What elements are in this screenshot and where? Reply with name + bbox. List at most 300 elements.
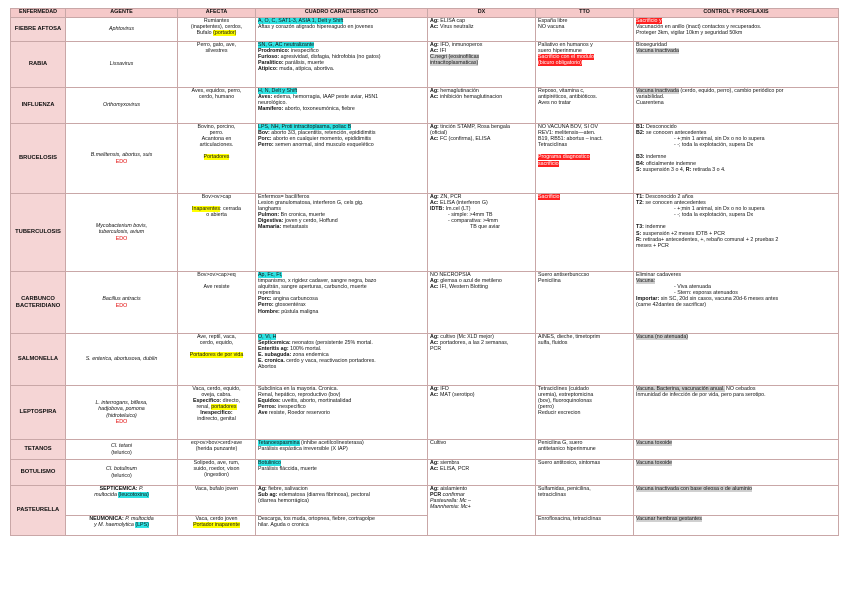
edo-badge: EDO [115, 158, 128, 165]
afecta-line: suido, roedor, vison [193, 466, 240, 473]
dx-val: ELISA cap [438, 18, 466, 24]
cuadro-key: Paralítico: [258, 60, 284, 67]
tto-line: Sulfamidas, penicilina, [538, 486, 591, 492]
cuadro-key: Perro: [258, 142, 274, 149]
tto-line: Reposo, vitamina c, [538, 88, 585, 94]
control-val: oficialmente indemne [644, 160, 697, 167]
tto-line: Enrofloxacina, tetraciclinas [538, 516, 602, 522]
agent-name: L. interrogans, biflexa, [95, 400, 148, 407]
afecta-line: eq>ov>bov>cerd>ave [190, 440, 243, 446]
dx-val: IFI, Western Blotting [438, 284, 488, 291]
agent-cell [66, 334, 178, 386]
disease-name-line: BACTERIDIANO [15, 302, 61, 309]
cuadro-key: Equidos: [258, 398, 281, 405]
control-text: NO cebados [724, 386, 756, 392]
row-tuberculosis [11, 194, 839, 272]
afecta-cell [178, 18, 256, 42]
control-val: indemne [644, 154, 667, 161]
afecta-line: Rumiantes [203, 18, 230, 24]
row-leptospira [11, 386, 839, 440]
highlight-text: Vacuna inactivada [636, 88, 679, 94]
afecta-line: Bov>ov>cap>eq [197, 272, 236, 278]
cuadro-key: Prodromico: [258, 48, 290, 55]
dx-val: MAT (serotipo) [438, 392, 475, 399]
cuadro-val: muda, atípica, abortiva. [277, 66, 335, 73]
cuadro-val: pústula maligna [279, 308, 319, 315]
highlight-text: (LPS) [135, 522, 149, 529]
cuadro-val: aborto en cualquier momento, epididimitis [271, 136, 372, 143]
control-line: (carne 42dantes de sacrificar) [636, 302, 707, 309]
control-key: S: [636, 230, 642, 237]
agent-name: P. [137, 486, 144, 492]
tto-line: antipiréticos, antibióticos. [538, 94, 598, 101]
control-line: Inmunidad de infección de por vida, pero para serotipo. [636, 392, 766, 399]
afecta-cell [178, 386, 256, 440]
tto-line: antitetanico hiperinmune [538, 446, 596, 453]
disease-name: BOTULISMO [11, 460, 66, 486]
cuadro-val: neurológico. [258, 100, 287, 107]
header-enfermedad: ENFERMEDAD [11, 9, 66, 18]
cuadro-val: uveitis, aborto, mortinatalidad [280, 398, 352, 405]
cuadro-val: resiste, Roedor reservorio [267, 410, 330, 417]
cuadro-val: fiebre, salivacion [266, 486, 308, 492]
edo-badge: EDO [115, 418, 128, 425]
cuadro-cell [256, 460, 428, 486]
highlight-text: Portadores [203, 154, 230, 161]
highlight-text: Vacuna toxoide [636, 460, 673, 466]
afecta-line: oveja, cabra. [201, 392, 232, 399]
cuadro-val: edema, hemorragia, IAAP peste aviar, H5N1 [272, 94, 379, 101]
tto-cell [536, 386, 634, 440]
disease-table [10, 8, 839, 536]
dx-key: Ag: [430, 88, 439, 94]
cuadro-key: Porc: [258, 296, 272, 303]
control-key: T3: [636, 224, 644, 231]
dx-key: Ag: [430, 486, 439, 492]
cuadro-val: semen anormal, sind musculo esquelético [273, 142, 374, 149]
cuadro-val: Renal, hepático, reproductivo (bov) [258, 392, 341, 399]
dx-val: PCR [430, 346, 442, 353]
control-cell [634, 486, 839, 516]
cuadro-line: Parálisis espástica irreversible (X IAP) [258, 446, 348, 453]
highlight-text: (leucotoxina) [118, 492, 149, 499]
afecta-cell [178, 272, 256, 334]
afecta-line: (inapetentes), cerdos, [190, 24, 243, 31]
control-key: B3: [636, 154, 645, 161]
edo-badge: EDO [115, 235, 128, 242]
dx-key: Ac: [430, 284, 439, 291]
afecta-cell [178, 88, 256, 124]
tto-line: Reducir excrecion [538, 410, 581, 417]
highlight-text: Inaparentes [192, 206, 221, 213]
dx-key: Ag: [430, 460, 439, 466]
control-subline: - Stern: esporas atenuados [674, 290, 738, 297]
agent-cell [66, 486, 178, 516]
cuadro-val: repentina [258, 290, 281, 297]
cuadro-val: neonatos (persistente 25% mortal. [290, 340, 373, 347]
cuadro-val: agresividad, disfagia, hidrofobia (no gatos) [279, 54, 381, 61]
cuadro-key: Atípico: [258, 66, 278, 73]
control-val: se conocen antecedentes [644, 130, 707, 137]
tto-line: AINES, dieche, timetoprim [538, 334, 601, 340]
afecta-line: Aves, equidos, perro, [191, 88, 242, 94]
highlight-text: sacrificio [538, 160, 559, 167]
cuadro-val: cerdo y vaca, reactivacion portadores. [284, 358, 376, 365]
dx-val: tinción STAMP, Rosa bengala [438, 124, 510, 130]
control-line: variabilidad. [636, 94, 665, 101]
control-key: B2: [636, 130, 645, 137]
cuadro-key: Perro: [258, 302, 274, 309]
agent-name: P. multocida [123, 516, 154, 522]
afecta-line: Vaca, cerdo joven [195, 516, 238, 522]
agent-cell [66, 42, 178, 88]
afecta-line: indirecto, genital [197, 416, 236, 423]
control-subline: - +;min 1 animal, sin Dx o no lo supera [674, 136, 765, 143]
control-line: Proteger 3km, vigilar 10km y seguridad 50km [636, 30, 743, 37]
control-subline: - -; toda la explotación, supera Dx [674, 142, 754, 149]
control-key: S: [636, 166, 642, 173]
tto-cell [536, 334, 634, 386]
dx-val: IFI [438, 48, 447, 55]
header-agente: AGENTE [66, 9, 178, 18]
row-influenza [11, 88, 839, 124]
control-subline: - Viva atenuada [674, 284, 712, 291]
tto-cell [536, 516, 634, 536]
dx-subline: TB que aviar [470, 224, 501, 231]
afecta-line: Vaca, cerdo, equido, [192, 386, 241, 392]
agent-name: (hidroteluico) [106, 412, 137, 419]
tto-line: uremia), estreptomicina [538, 392, 594, 399]
row-brucelosis [11, 124, 839, 194]
control-line: Vacunación en anillo (inact) contactos y recuperados. [636, 24, 762, 31]
dx-key: Ac: [430, 466, 439, 473]
cuadro-val: 100% mortal. [288, 346, 322, 353]
dx-key: Ac: [430, 94, 439, 101]
highlight-text: Vacuna. Bacterina, vacunación anual. [636, 386, 725, 392]
control-subline: - +;min 1 animal, sin Dx o no lo supera [674, 206, 765, 213]
control-val: suspensión +2 meses IDTB + PCR [641, 230, 725, 237]
cuadro-line: Aftas y corazón atigrado hipereagudo en jovenes [258, 24, 374, 31]
agent-cell [66, 460, 178, 486]
cuadro-key: Sub ag: [258, 492, 278, 499]
row-botulismo [11, 460, 839, 486]
tto-line: Penicilina [538, 278, 561, 285]
afecta-line: Vaca, bufalo joven [194, 486, 239, 492]
cuadro-cell [256, 440, 428, 460]
control-val: se conocen antecedentes [643, 200, 706, 207]
cuadro-val: metastasis [281, 224, 309, 231]
highlight-text: Vacuna: [636, 278, 656, 285]
cuadro-val: aborto, toxoneumónica, fiebre [283, 106, 355, 113]
control-line: Cuarentena [636, 100, 664, 107]
highlight-text: O, Vi, H [258, 334, 277, 340]
dx-key: Ac: [430, 340, 439, 347]
afecta-cell [178, 460, 256, 486]
dx-val: portadores, a las 2 semanas, [438, 340, 509, 347]
afecta-line [180, 30, 253, 36]
cuadro-val: angina carbuncosa [271, 296, 318, 303]
cuadro-val: timpanismo, x rigidez cadaver, sangre negra, bazo [258, 278, 377, 285]
dx-key: Ag: [430, 278, 439, 285]
highlight-text: Portador inaparente [193, 522, 240, 529]
cuadro-val: aborto 3/3, placentitis, retención, epididimitis [269, 130, 376, 137]
tto-line: (perro) [538, 404, 554, 411]
dx-key: Ag: [430, 124, 439, 130]
dx-cell [428, 124, 536, 194]
agent-note: (telurico) [111, 472, 132, 479]
afecta-line: cerdo, humano [198, 94, 235, 101]
dx-key: Ag: [430, 42, 439, 48]
afecta-cell [178, 194, 256, 272]
disease-name: LEPTOSPIRA [11, 386, 66, 440]
dx-cell [428, 486, 536, 536]
dx-val: ELISA (interferon G) [438, 200, 488, 207]
highlight-text: Vacuna inactivada [636, 48, 679, 55]
afecta-cell [178, 440, 256, 460]
control-val: Desconocido [644, 124, 677, 130]
cuadro-key: Bov: [258, 130, 270, 137]
cuadro-key: Pulmon: [258, 212, 280, 219]
cuadro-val: (diarrea hemorrágica) [258, 498, 309, 505]
cuadro-key: Mamífero: [258, 106, 284, 113]
dx-key: Ag: [430, 386, 439, 392]
edo-badge: EDO [115, 302, 128, 309]
tto-line: Aves no tratar [538, 100, 571, 107]
disease-name: SALMONELLA [11, 334, 66, 386]
cuadro-val: zona endemica [291, 352, 329, 359]
tto-cell [536, 194, 634, 272]
cuadro-cell [256, 194, 428, 272]
agent-name: Lissavirus [109, 61, 134, 68]
cuadro-cell [256, 516, 428, 536]
tto-cell [536, 124, 634, 194]
cuadro-key: Porc: [258, 136, 272, 143]
tto-line: Suero antiserbunccso [538, 272, 590, 278]
dx-key: Ac: [430, 200, 439, 207]
disease-name: PASTEURELLA [11, 486, 66, 536]
dx-cell [428, 440, 536, 460]
control-key: R: [636, 236, 642, 243]
agent-name: Orthomyxovirus [102, 102, 141, 109]
afecta-line: silvestres [205, 48, 228, 55]
control-line: Bioseguridad [636, 42, 667, 48]
dx-val: inhibición hemaglutinacion [438, 94, 503, 101]
tto-line: Tetraciclinas [538, 142, 568, 149]
control-key: Importar: [636, 296, 660, 303]
afecta-line: (herida punzante) [195, 446, 238, 453]
control-val: retirada 3 o 4. [691, 166, 726, 173]
header-cuadro: CUADRO CARACTERISTICO [256, 9, 428, 18]
row-pasteurella-neumonica [11, 516, 839, 536]
agent-cell [66, 440, 178, 460]
disease-name: TETANOS [11, 440, 66, 460]
control-cell [634, 18, 839, 42]
control-key: B1: [636, 124, 645, 130]
dx-val: confirmar [441, 492, 465, 499]
dx-subline: - simple: >4mm TB [448, 212, 493, 219]
dx-val: cultivo (Mc XLD mejor) [438, 334, 494, 340]
highlight-text: SN, G, AC neutralizante [258, 42, 315, 48]
afecta-line: Solipedo, ave, rum, [193, 460, 240, 466]
tto-line: tetraciclinas [538, 492, 566, 499]
dx-val: ZN, PCR [438, 194, 462, 200]
row-fiebre-aftosa [11, 18, 839, 42]
highlight-text: portadores [211, 404, 237, 411]
cuadro-key: Septicemica: [258, 340, 291, 347]
disease-name: RABIA [11, 42, 66, 88]
dx-key: Ac: [430, 24, 439, 31]
header-afecta: AFECTA [178, 9, 256, 18]
highlight-text: Vacuna inactivada con base oleosa o de aluminio [636, 486, 752, 492]
dx-cell [428, 460, 536, 486]
afecta-line: Acantona en [201, 136, 232, 143]
highlight-text: Sacrificio con el modulo [538, 54, 594, 61]
dx-val: Im.cel (LT) [444, 206, 471, 213]
dx-key: Ac: [430, 48, 439, 55]
control-key: T1: [636, 194, 644, 200]
agent-name: B.melitensis, abortus, suis [90, 152, 153, 159]
highlight-text: C.negri (eosinofilicas [430, 54, 480, 61]
afecta-line: Bovino, porcino, [197, 124, 236, 130]
cuadro-val: Abortos [258, 364, 277, 371]
cuadro-val: parálisis, muerte [283, 60, 324, 67]
agent-name: Mycobacterium bovis, [95, 223, 148, 230]
dx-line: Mannhemia: Mc+ [430, 504, 471, 511]
afecta-cell [178, 486, 256, 516]
highlight-text: (portador) [213, 30, 237, 37]
dx-line: Pasteurella: Mc – [430, 498, 471, 505]
tto-cell [536, 486, 634, 516]
tto-line: NO VACUNA BOV, SI OV [538, 124, 599, 130]
tto-line: REV1: melitensis—aten. [538, 130, 596, 137]
control-cell [634, 460, 839, 486]
disease-table-sheet [10, 8, 838, 536]
agent-cell [66, 272, 178, 334]
control-key: R: [685, 166, 692, 173]
cuadro-val: Lesion granulomatosa, interferon G, cels gig. [258, 200, 364, 207]
agent-name: multocida [94, 492, 117, 499]
dx-cell [428, 42, 536, 88]
cuadro-line: hilar. Aguda o cronica [258, 522, 309, 529]
agent-name: y M. haemolytica [94, 522, 134, 529]
cuadro-cell [256, 272, 428, 334]
highlight-text: H, N, Delt y Shift [258, 88, 298, 94]
tto-line: sulfa, fluidos [538, 340, 568, 347]
header-tto: TTO [536, 9, 634, 18]
dx-line: (oficial) [430, 130, 448, 137]
cuadro-val: Bn cronica, muerte [279, 212, 326, 219]
highlight-text: Vacunar hembras gestantes [636, 516, 702, 522]
agent-type: SEPTICEMICA: [99, 486, 138, 492]
agent-name: hadjobova, pomona [98, 406, 145, 413]
control-key: T2: [636, 200, 644, 207]
cuadro-val: inespecifico [276, 404, 306, 411]
cuadro-key: Ag: [258, 486, 267, 492]
control-cell [634, 272, 839, 334]
disease-name: TUBERCULOSIS [11, 194, 66, 272]
tto-line: NO vacuna [538, 24, 565, 31]
afecta-cell [178, 516, 256, 536]
highlight-text: Vacuna toxoide [636, 440, 673, 446]
row-tetanos [11, 440, 839, 460]
agent-note: (telurico) [111, 449, 132, 456]
cuadro-key: E. cronica. [258, 358, 285, 365]
cuadro-val: Enfermos= bacilíferos [258, 194, 310, 200]
tto-line: Suero antitoxico, sintomas [538, 460, 601, 466]
cuadro-val: alquitrán, sangre aperturas, carbunclo, muerte [258, 284, 367, 291]
tto-cell [536, 42, 634, 88]
cuadro-key: Perros: [258, 404, 277, 411]
dx-key: Ac: [430, 392, 439, 399]
dx-key: IDTB: [430, 206, 445, 213]
agent-name: Aphtovirus [108, 26, 135, 33]
cuadro-val: inespecifico [289, 48, 319, 55]
afecta-text: directo, [221, 398, 241, 405]
dx-line: Cultivo [430, 440, 447, 446]
control-cell [634, 516, 839, 536]
disease-name: INFLUENZA [11, 88, 66, 124]
dx-key: Ac: [430, 136, 439, 143]
dx-val: glemsa o azul de metileno [438, 278, 502, 285]
highlight-text: (bicuro obligatorio) [538, 60, 582, 67]
afecta-text: Bufalo [196, 30, 212, 37]
cuadro-val: Subclinica en la mayoria. Cronica. [258, 386, 339, 392]
tto-line: Tetraciclines (cuidado [538, 386, 589, 392]
dx-val: siembra [438, 460, 460, 466]
control-val: sin SC, 20d sin casos, vacuna 20d-6 meses antes [659, 296, 779, 303]
tto-cell [536, 440, 634, 460]
afecta-line: perro. [209, 130, 224, 137]
agent-cell [66, 88, 178, 124]
highlight-text: Botulinico [258, 460, 281, 466]
control-cell [634, 42, 839, 88]
dx-cell [428, 88, 536, 124]
cuadro-val: joven y cerdo, Hoffund [283, 218, 338, 225]
disease-name [11, 272, 66, 334]
dx-key: Ag: [430, 194, 439, 200]
afecta-text: : cerrada [220, 206, 241, 213]
dx-line: NO NECROPSIA [430, 272, 471, 278]
control-val: suspensión 3 o 4, [641, 166, 686, 173]
cuadro-key: Hombre: [258, 308, 280, 315]
cuadro-val: langhams [258, 206, 281, 213]
cuadro-cell [256, 42, 428, 88]
cuadro-key: Aves: [258, 94, 273, 101]
cuadro-cell [256, 88, 428, 124]
row-rabia [11, 42, 839, 88]
cuadro-line: Descarga, tos muda, ortopnea, fiebre, cortragolpe [258, 516, 375, 522]
control-text: (cerdo, equido, perro), cambio periódico por [678, 88, 784, 94]
cuadro-line: Parálisis fláccida, muerte [258, 466, 317, 473]
dx-cell [428, 386, 536, 440]
dx-key: Ag: [430, 18, 439, 24]
agent-name: S. enterica, abortusova, dublin [85, 356, 158, 363]
agent-name: Cl. tetani [111, 443, 132, 450]
control-val: Desconocido 2 años [643, 194, 694, 200]
highlight-text: Portadores de por vida [189, 352, 244, 359]
dx-val: hemaglutinación [438, 88, 479, 94]
afecta-cell [178, 124, 256, 194]
cuadro-val: gtosoentérax [273, 302, 306, 309]
highlight-text: LPS, NH, Proti intracitoplasma, poliac B [258, 124, 352, 130]
afecta-key: Inespecifico: [200, 410, 233, 417]
control-cell [634, 386, 839, 440]
disease-name: BRUCELOSIS [11, 124, 66, 194]
highlight-text: Ap, Fc, Ft, [258, 272, 283, 278]
agent-cell [66, 18, 178, 42]
cuadro-key: Mamaria: [258, 224, 282, 231]
cuadro-key: Enteritis ag: [258, 346, 289, 353]
